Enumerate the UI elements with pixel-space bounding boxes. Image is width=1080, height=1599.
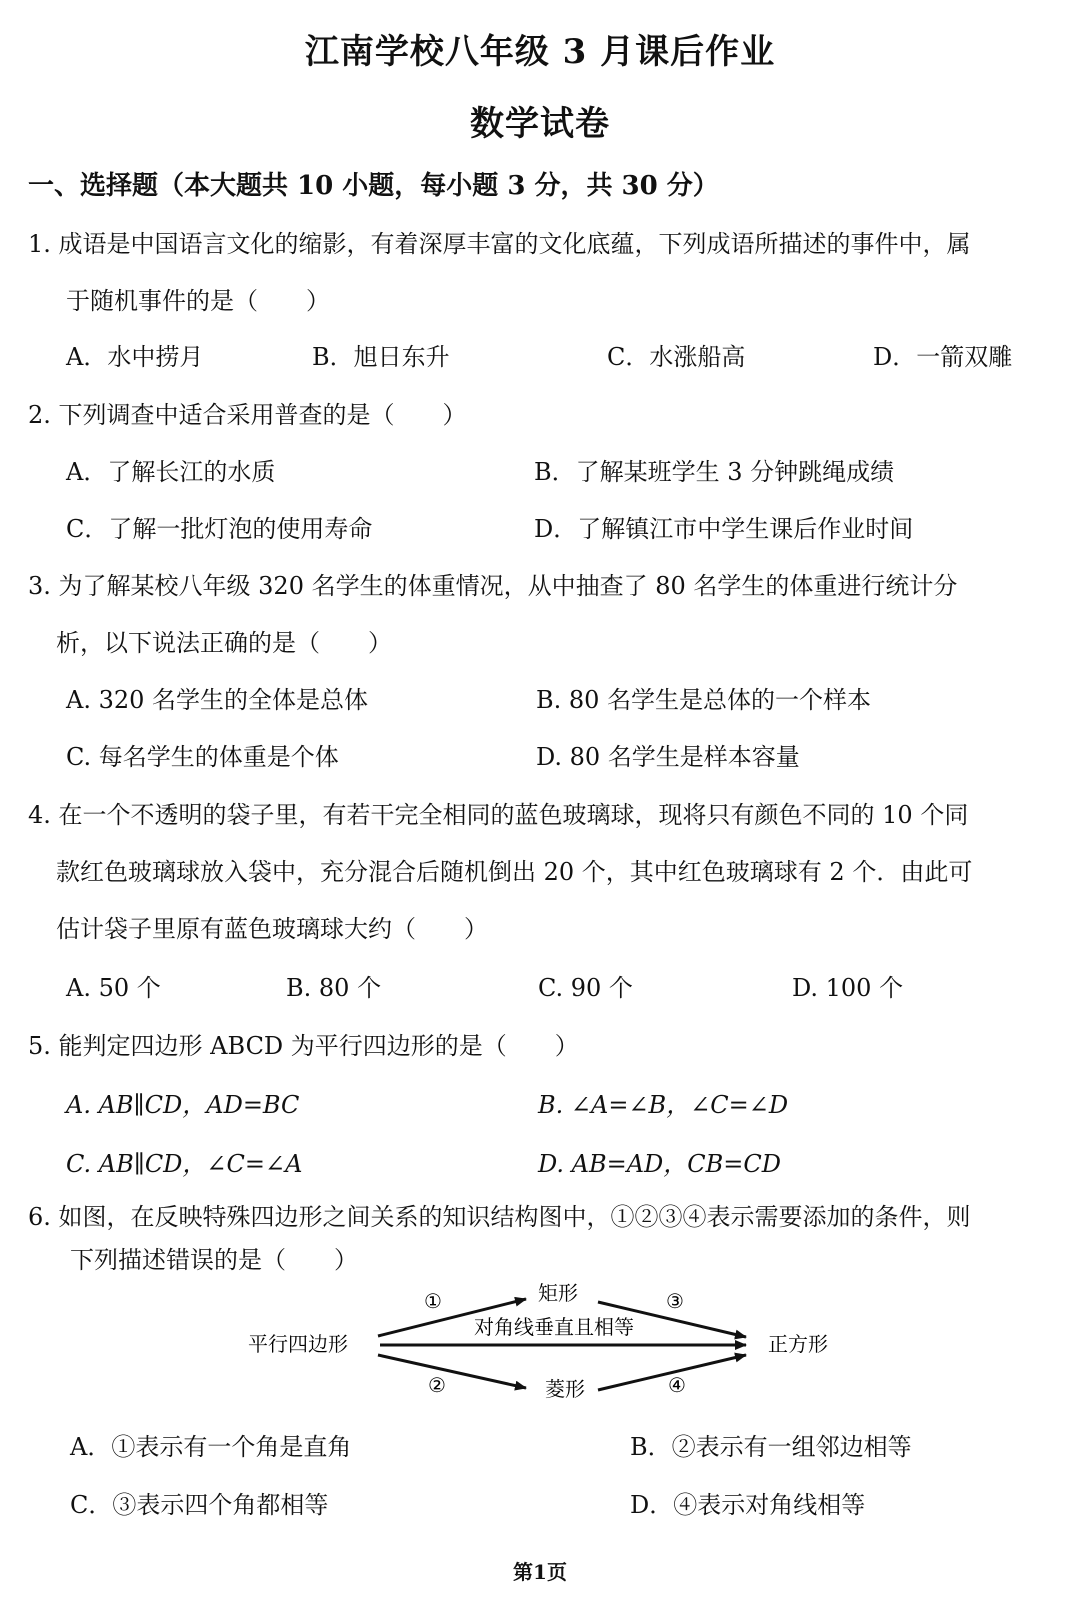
question-6-line-2: 下列描述错误的是（ ）: [70, 1246, 358, 1274]
section-heading: 一、选择题（本大题共 10 小题，每小题 3 分，共 30 分）: [28, 171, 719, 201]
question-2-line-1: 2. 下列调查中适合采用普查的是（ ）: [28, 401, 467, 429]
middle-condition-label: 对角线垂直且相等: [474, 1315, 634, 1339]
question-4-line-2: 款红色玻璃球放入袋中，充分混合后随机倒出 20 个，其中红色玻璃球有 2 个．由此可: [56, 858, 973, 886]
question-1-line-2: 于随机事件的是（ ）: [66, 287, 330, 315]
q5-option-a: A. AB∥CD，AD=BC: [66, 1091, 300, 1119]
q4-option-a: A. 50 个: [66, 974, 161, 1002]
q3-option-c: C. 每名学生的体重是个体: [66, 743, 339, 771]
q1-option-d: D．一箭双雕: [873, 343, 1013, 371]
exam-title: 江南学校八年级 3 月课后作业: [304, 32, 776, 72]
q3-option-d: D. 80 名学生是样本容量: [536, 743, 800, 771]
q1-option-a: A．水中捞月: [66, 343, 204, 371]
node-parallelogram: 平行四边形: [248, 1332, 348, 1356]
q2-option-b: B．了解某班学生 3 分钟跳绳成绩: [534, 458, 895, 486]
question-4-line-3: 估计袋子里原有蓝色玻璃球大约（ ）: [56, 915, 488, 943]
question-3-line-1: 3. 为了解某校八年级 320 名学生的体重情况，从中抽查了 80 名学生的体重进行统计分: [28, 572, 958, 600]
q6-option-d: D．④表示对角线相等: [630, 1491, 866, 1519]
question-5-line-1: 5. 能判定四边形 ABCD 为平行四边形的是（ ）: [28, 1032, 579, 1060]
marker-4: ④: [668, 1373, 686, 1397]
q2-option-d: D．了解镇江市中学生课后作业时间: [534, 515, 914, 543]
exam-subtitle: 数学试卷: [470, 104, 610, 144]
q5-option-c: C. AB∥CD，∠C=∠A: [66, 1150, 303, 1178]
marker-3: ③: [666, 1289, 684, 1313]
q2-option-c: C．了解一批灯泡的使用寿命: [66, 515, 373, 543]
q3-option-a: A. 320 名学生的全体是总体: [66, 686, 369, 714]
question-6-line-1: 6. 如图，在反映特殊四边形之间关系的知识结构图中，①②③④表示需要添加的条件，则: [28, 1203, 971, 1231]
q4-option-c: C. 90 个: [538, 974, 633, 1002]
q6-option-a: A．①表示有一个角是直角: [70, 1433, 352, 1461]
question-4-line-1: 4. 在一个不透明的袋子里，有若干完全相同的蓝色玻璃球，现将只有颜色不同的 10 个同: [28, 801, 969, 829]
q6-option-b: B．②表示有一组邻边相等: [630, 1433, 912, 1461]
node-rhombus: 菱形: [545, 1377, 585, 1401]
q3-option-b: B. 80 名学生是总体的一个样本: [536, 686, 872, 714]
q1-option-b: B．旭日东升: [312, 343, 450, 371]
node-square: 正方形: [768, 1332, 828, 1356]
node-rectangle: 矩形: [538, 1281, 578, 1305]
q2-option-a: A．了解长江的水质: [66, 458, 276, 486]
q5-option-b: B. ∠A=∠B，∠C=∠D: [538, 1091, 789, 1119]
page-number: 第1页: [513, 1560, 567, 1584]
q4-option-d: D. 100 个: [792, 974, 904, 1002]
marker-1: ①: [424, 1289, 442, 1313]
q6-option-c: C．③表示四个角都相等: [70, 1491, 329, 1519]
question-3-line-2: 析，以下说法正确的是（ ）: [56, 629, 392, 657]
q5-option-d: D. AB=AD，CB=CD: [538, 1150, 782, 1178]
q1-option-c: C．水涨船高: [607, 343, 746, 371]
arrow-parallelogram-to-rhombus: [378, 1355, 526, 1388]
q4-option-b: B. 80 个: [286, 974, 382, 1002]
marker-2: ②: [428, 1373, 446, 1397]
question-1-line-1: 1. 成语是中国语言文化的缩影，有着深厚丰富的文化底蕴，下列成语所描述的事件中，属: [28, 230, 971, 258]
